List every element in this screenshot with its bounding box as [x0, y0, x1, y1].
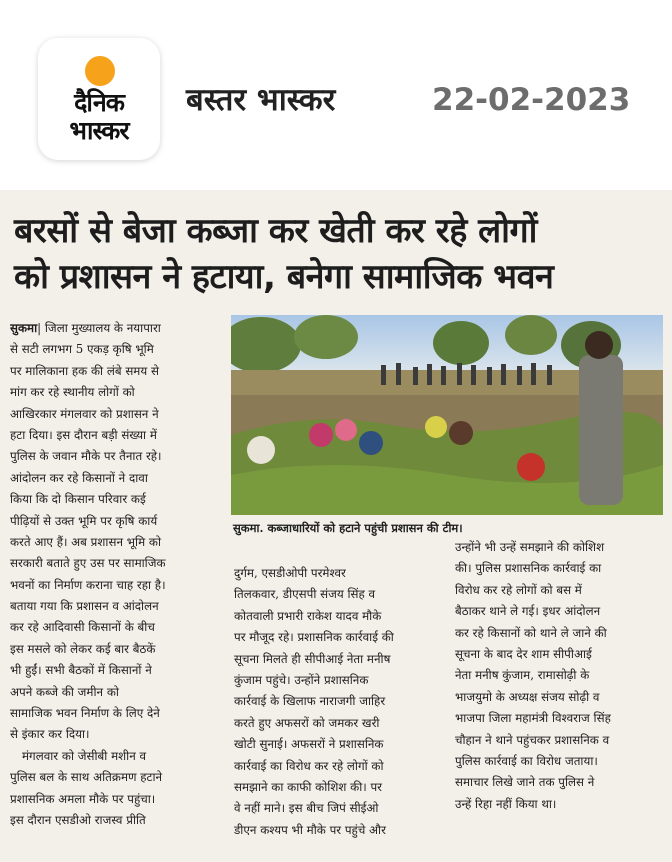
article-line: भाजपा जिला महामंत्री विश्वराज सिंह [455, 711, 611, 726]
article-line: सूचना मिलते ही सीपीआई नेता मनीष [234, 651, 391, 666]
article-line: कोतवाली प्रभारी राकेश यादव मौके [234, 608, 382, 623]
article-line: भाजयुमो के अध्यक्ष संजय सोढ़ी व [455, 689, 600, 704]
newspaper-clipping [0, 190, 672, 862]
page-header [0, 0, 672, 190]
article-line: चौहान ने थाने पहुंचकर प्रशासनिक व [455, 732, 610, 747]
article-line: कार्रवाई के खिलाफ नाराजगी जाहिर [234, 694, 386, 709]
article-line [10, 318, 220, 339]
article-line: आखिरकार मंगलवार को प्रशासन ने [10, 406, 159, 421]
article-line: पर मालिकाना हक की लंबे समय से [10, 363, 159, 378]
article-line: डीएन कश्यप भी मौके पर पहुंचे और [234, 822, 386, 837]
article-line: समाचार लिखे जाने तक पुलिस ने [455, 775, 595, 790]
article-line: सामाजिक भवन निर्माण के लिए देने [10, 706, 160, 721]
article-line: नेता मनीष कुंजाम, रामासोढ़ी के [455, 668, 590, 683]
photo-caption: सुकमा. कब्जाधारियों को हटाने पहुंची प्रशासन की टीम। [233, 521, 463, 535]
sun-icon [85, 56, 115, 86]
article-line: सूचना के बाद देर शाम सीपीआई [455, 646, 592, 661]
article-line: किया कि दो किसान परिवार कई [10, 492, 146, 507]
article-line: करते आए हैं। अब प्रशासन भूमि को [10, 534, 162, 549]
article-line: से सटी लगभग 5 एकड़ कृषि भूमि [10, 342, 154, 357]
article-line: मांग कर रहे स्थानीय लोगों को [10, 385, 135, 400]
article-line: करते हुए अफसरों को जमकर खरी [234, 715, 380, 730]
article-column-1 [10, 318, 220, 831]
edition-date: 22-02-2023 [432, 82, 631, 118]
article-line: प्रशासनिक अमला मौके पर पहुंचा। [10, 791, 156, 806]
article-line: मंगलवार को जेसीबी मशीन व [22, 748, 147, 763]
article-line: कर रहे किसानों को थाने ले जाने की [455, 625, 607, 640]
article-line: भी हुईं। सभी बैठकों में किसानों ने [10, 663, 152, 678]
logo-text-line1: दैनिक [74, 88, 124, 117]
crowd-in-field-photo [231, 315, 663, 515]
logo-text-line2: भास्कर [69, 116, 129, 145]
article-line: से इंकार कर दिया। [10, 727, 90, 742]
article-line: उन्हें रिहा नहीं किया था। [455, 796, 557, 811]
article-line: अपने कब्जे की जमीन को [10, 684, 119, 699]
article-column-3 [455, 537, 664, 815]
article-column-2 [234, 563, 443, 841]
article-line: पीढ़ियों से उक्त भूमि पर कृषि कार्य [10, 513, 158, 528]
article-line: वे नहीं माने। इस बीच जिपं सीईओ [234, 801, 379, 816]
article-line: हटा दिया। इस दौरान बड़ी संख्या में [10, 427, 157, 442]
dainik-bhaskar-logo [38, 38, 160, 160]
article-line: बैठाकर थाने ले गई। इधर आंदोलन [455, 604, 601, 619]
article-line: पुलिस के जवान मौके पर तैनात रहे। [10, 449, 162, 464]
dateline: सुकमा [10, 321, 38, 335]
edition-name: बस्तर भास्कर [186, 82, 336, 118]
news-photo [231, 315, 663, 515]
article-line: कुंजाम पहुंचे। उन्होंने प्रशासनिक [234, 672, 369, 687]
article-line: भवनों का निर्माण कराना चाह रहा है। [10, 577, 166, 592]
article-line-text: | जिला मुख्यालय के नयापारा [37, 321, 161, 335]
article-line: की। पुलिस प्रशासनिक कार्रवाई का [455, 561, 602, 576]
article-line: पुलिस बल के साथ अतिक्रमण हटाने [10, 770, 163, 785]
article-line: पुलिस कार्रवाई का विरोध जताया। [455, 753, 598, 768]
article-line: इस मसले को लेकर कई बार बैठकें [10, 641, 156, 656]
article-line: तिलकवार, डीएसपी संजय सिंह व [234, 587, 376, 602]
article-line: पर मौजूद रहे। प्रशासनिक कार्रवाई की [234, 630, 394, 645]
article-line: कार्रवाई का विरोध कर रहे लोगों को [234, 758, 384, 773]
article-line: आंदोलन कर रहे किसानों ने दावा [10, 470, 148, 485]
headline-line2: को प्रशासन ने हटाया, बनेगा सामाजिक भवन [14, 257, 554, 297]
article-line: विरोध कर रहे लोगों को बस में [455, 582, 582, 597]
article-line: बताया गया कि प्रशासन व आंदोलन [10, 599, 159, 614]
article-line: कर रहे आदिवासी किसानों के बीच [10, 620, 155, 635]
article-line: दुर्गम, एसडीओपी परमेश्वर [234, 566, 346, 580]
article-line: खोटी सुनाई। अफसरों ने प्रशासनिक [234, 737, 384, 752]
article-line: उन्होंने भी उन्हें समझाने की कोशिश [455, 540, 605, 554]
article-line: सरकारी बताते हुए उस पर सामाजिक [10, 556, 166, 571]
headline-line1: बरसों से बेजा कब्जा कर खेती कर रहे लोगों [14, 211, 537, 251]
article-line: इस दौरान एसडीओ राजस्व प्रीति [10, 812, 146, 827]
article-line: समझाने का काफी कोशिश की। पर [234, 779, 383, 794]
